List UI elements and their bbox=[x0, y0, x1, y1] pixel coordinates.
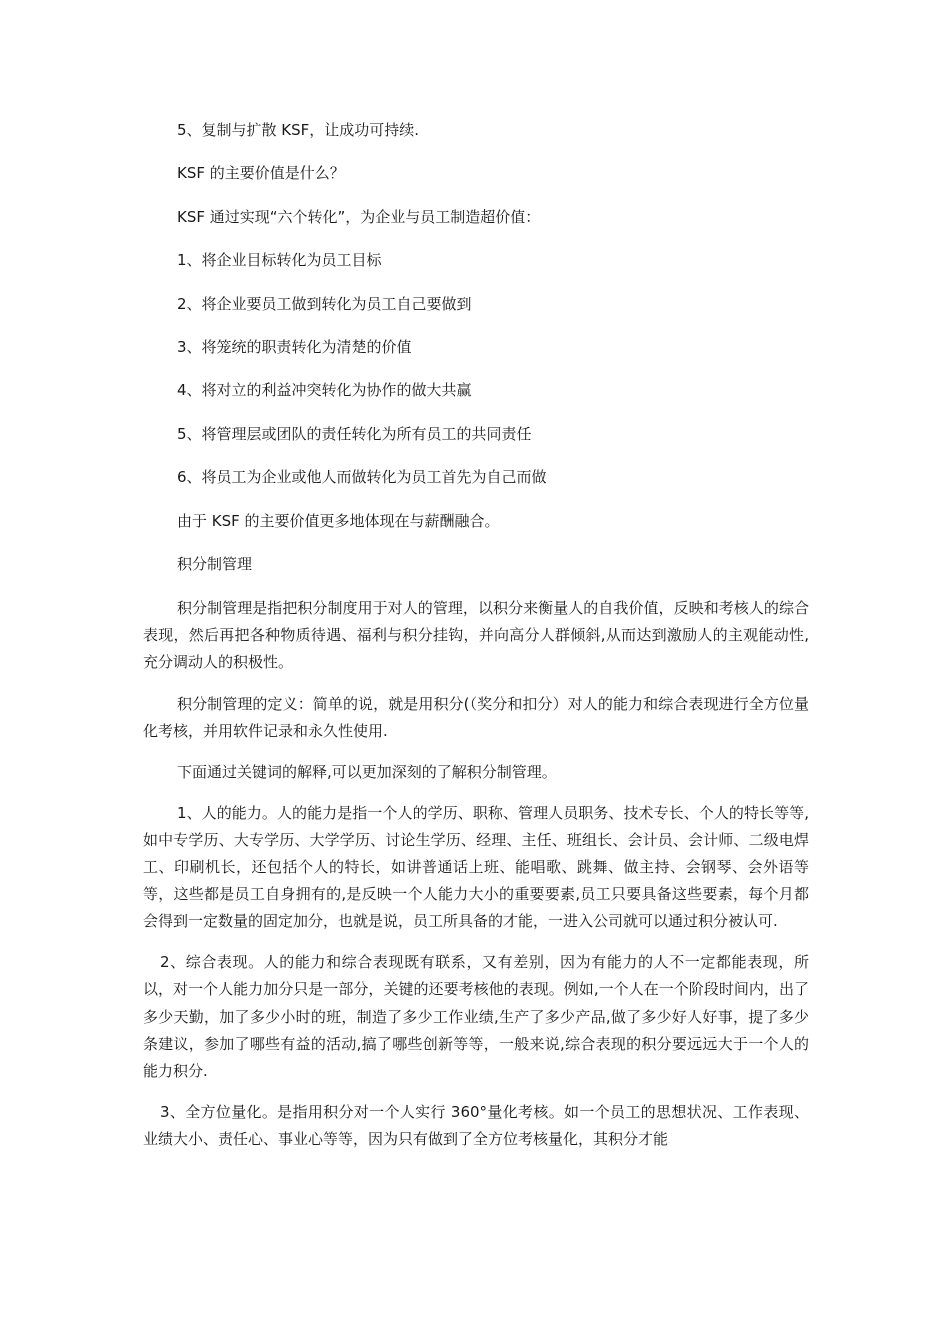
text-line: KSF 通过实现“六个转化”，为企业与员工制造超价值： bbox=[177, 207, 541, 226]
text-line: KSF 的主要价值是什么？ bbox=[177, 164, 345, 183]
paragraph: 3、全方位量化。是指用积分对一个人实行 360°量化考核。如一个员工的思想状况、工作表现、业绩大小、责任心、事业心等等，因为只有做到了全方位考核量化，其积分才能 bbox=[143, 1102, 809, 1148]
list-item: 2、将企业要员工做到转化为员工自己要做到 bbox=[177, 294, 472, 313]
list-item: 6、将员工为企业或他人而做转化为员工首先为自己而做 bbox=[177, 468, 547, 487]
paragraph: 1、人的能力。人的能力是指一个人的学历、职称、管理人员职务、技术专长、个人的特长等等,如中专学历、大专学历、大学学历、讨论生学历、经理、主任、班组长、会计员、会计师、二级电焊工、印刷机长，还包括个人的特长，如讲普通话上班、能唱歌、跳舞、做主持、会钢琴、会外语等等，这些都是员工自身拥有的,是反映一个人能力大小的重要要素,员工只要具备这些要素，每个月都会得到一定数量的固定加分，也就是说，员工所具备的才能，一进入公司就可以通过积分被认可. bbox=[143, 803, 809, 931]
list-item: 3、将笼统的职责转化为清楚的价值 bbox=[177, 337, 412, 356]
list-item: 1、将企业目标转化为员工目标 bbox=[177, 251, 382, 270]
paragraph: 积分制管理的定义：简单的说，就是用积分(（奖分和扣分）对人的能力和综合表现进行全方位量化考核，并用软件记录和永久性使用. bbox=[143, 694, 809, 740]
text-line: 由于 KSF 的主要价值更多地体现在与薪酬融合。 bbox=[177, 511, 500, 530]
paragraph: 积分制管理是指把积分制度用于对人的管理，以积分来衡量人的自我价值，反映和考核人的综合表现，然后再把各种物质待遇、福利与积分挂钩，并向高分人群倾斜,从而达到激励人的主观能动性,充分调动人的积极性。 bbox=[143, 599, 809, 672]
paragraph: 2、综合表现。人的能力和综合表现既有联系，又有差别，因为有能力的人不一定都能表现，所以，对一个人能力加分只是一部分，关键的还要考核他的表现。例如,一个人在一个阶段时间内，出了多少天勤，加了多少小时的班，制造了多少工作业绩,生产了多少产品,做了多少好人好事，提了多少条建议，参加了哪些有益的活动,搞了哪些创新等等，一般来说,综合表现的积分要远远大于一个人的能力积分. bbox=[143, 953, 809, 1080]
text-line: 5、复制与扩散 KSF，让成功可持续. bbox=[177, 121, 420, 139]
document-body bbox=[143, 118, 809, 1153]
paragraph: 下面通过关键词的解释,可以更加深刻的了解积分制管理。 bbox=[177, 762, 557, 781]
section-heading: 积分制管理 bbox=[177, 554, 253, 573]
list-item: 4、将对立的利益冲突转化为协作的做大共赢 bbox=[177, 381, 472, 400]
list-item: 5、将管理层或团队的责任转化为所有员工的共同责任 bbox=[177, 424, 532, 443]
